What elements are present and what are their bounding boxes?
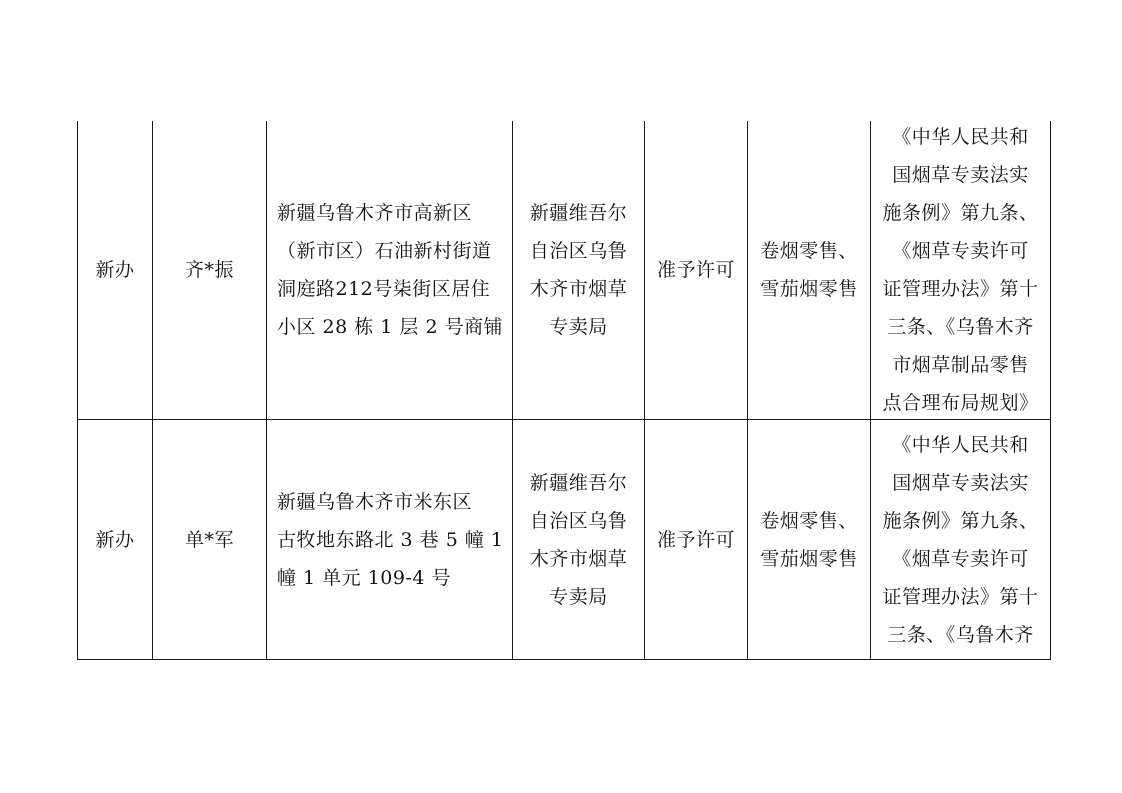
cell-scope	[748, 121, 870, 419]
license-table	[77, 121, 1051, 660]
cell-text: 卷烟零售、 雪茄烟零售	[760, 240, 858, 300]
cell-text: 《中华人民共和 国烟草专卖法实 施条例》第九条、 《烟草专卖许可 证管理办法》第十 三条、《乌鲁木齐 市烟草制品零售 点合理布局规划》	[882, 126, 1039, 414]
cell-text: 新疆乌鲁木齐市高新区 （新市区）石油新村街道 洞庭路212号柒街区居住 小区 28 栋 1 层 2 号商铺	[277, 202, 504, 338]
cell-text: 准予许可	[656, 528, 735, 551]
cell-text: 新办	[95, 259, 135, 281]
cell-decision	[645, 420, 747, 659]
cell-text: 单*军	[184, 528, 234, 551]
cell-name	[153, 420, 266, 659]
cell-address	[267, 420, 512, 659]
cell-text: 新疆维吾尔 自治区乌鲁 木齐市烟草 专卖局	[529, 202, 628, 338]
cell-text: 新疆乌鲁木齐市米东区 古牧地东路北 3 巷 5 幢 1 幢 1 单元 109-4 号	[277, 490, 504, 589]
cell-legal-basis	[871, 121, 1050, 419]
cell-text: 齐*振	[184, 259, 234, 281]
cell-text: 卷烟零售、 雪茄烟零售	[760, 509, 858, 570]
cell-type	[78, 420, 152, 659]
cell-decision	[645, 121, 747, 419]
cell-type	[78, 121, 152, 419]
cell-text: 准予许可	[656, 259, 735, 281]
cell-text: 新办	[95, 528, 135, 551]
cell-authority	[513, 121, 644, 419]
table-border-right	[1050, 121, 1051, 660]
cell-legal-basis	[871, 420, 1050, 659]
cell-authority	[513, 420, 644, 659]
table-border-bottom	[77, 659, 1051, 660]
cell-text: 新疆维吾尔 自治区乌鲁 木齐市烟草 专卖局	[529, 471, 628, 608]
cell-address	[267, 121, 512, 419]
cell-text: 《中华人民共和 国烟草专卖法实 施条例》第九条、 《烟草专卖许可 证管理办法》第十 三条、《乌鲁木齐	[882, 434, 1039, 646]
cell-scope	[748, 420, 870, 659]
cell-name	[153, 121, 266, 419]
